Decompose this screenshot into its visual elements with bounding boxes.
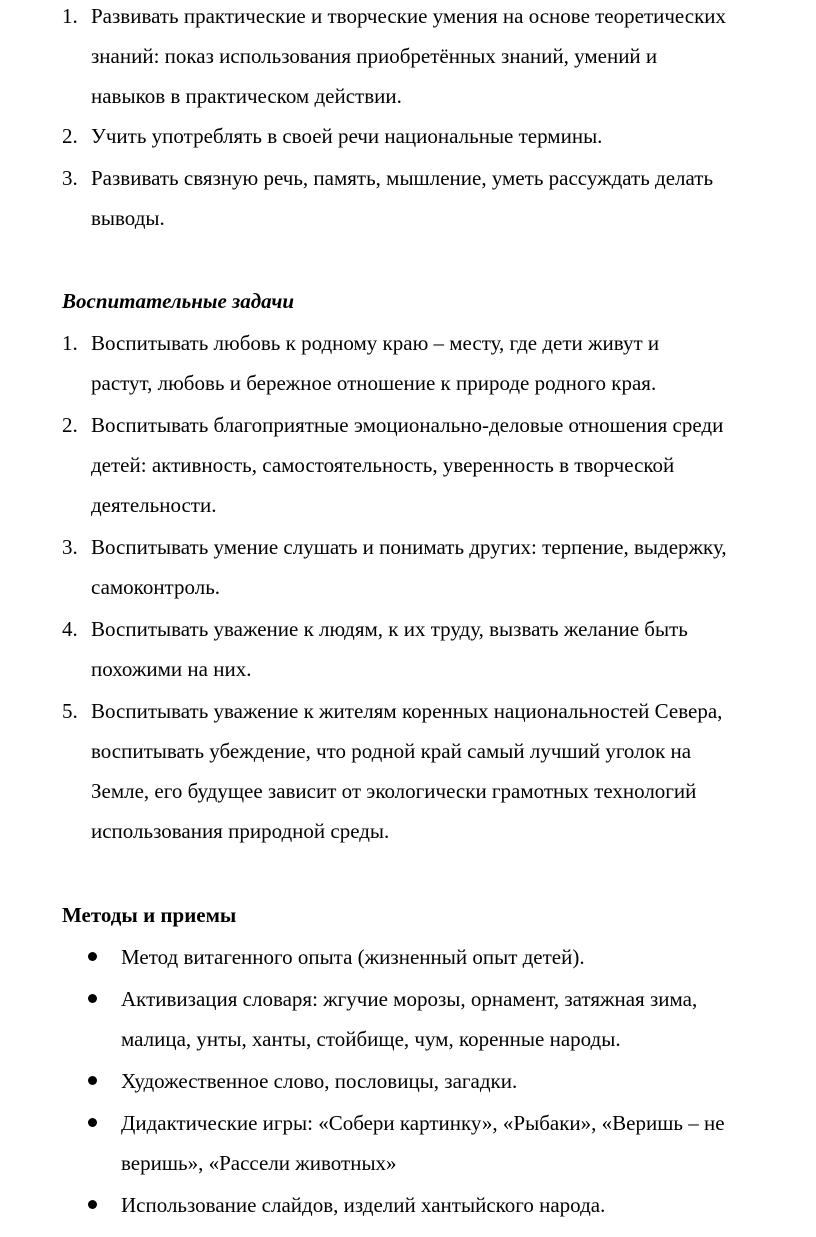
list-item-text: навыков в практическом действии. <box>91 84 402 108</box>
list-number: 1. <box>62 4 78 28</box>
list-item-text: Развивать практические и творческие умения на основе теоретических <box>91 4 727 28</box>
list-item-text: Развивать связную речь, память, мышление, уметь рассуждать делать <box>91 166 714 190</box>
list-item-text: растут, любовь и бережное отношение к природе родного края. <box>91 371 657 395</box>
list-item-text: Земле, его будущее зависит от экологически грамотных технологий <box>91 779 697 803</box>
bullet-icon <box>88 952 97 961</box>
bullet-item-text: малица, унты, ханты, стойбище, чум, коренные народы. <box>121 1027 621 1051</box>
list-item-text: Воспитывать любовь к родному краю – месту, где дети живут и <box>91 331 660 355</box>
list-item-text: похожими на них. <box>91 657 252 681</box>
section-heading-methods: Методы и приемы <box>62 903 237 927</box>
bullet-icon <box>88 1118 97 1127</box>
list-item-text: воспитывать убеждение, что родной край самый лучший уголок на <box>91 739 692 763</box>
bullet-item-text: Дидактические игры: «Собери картинку», «Рыбаки», «Веришь – не <box>121 1111 725 1135</box>
list-item-text: Воспитывать уважение к жителям коренных национальностей Севера, <box>91 699 723 723</box>
list-item-text: использования природной среды. <box>91 819 390 843</box>
list-number: 2. <box>62 124 78 148</box>
bullet-item-text: Активизация словаря: жгучие морозы, орнамент, затяжная зима, <box>121 987 698 1011</box>
list-item-text: Воспитывать благоприятные эмоционально-деловые отношения среди <box>91 413 724 437</box>
list-number: 4. <box>62 617 78 641</box>
list-item-text: Воспитывать уважение к людям, к их труду, вызвать желание быть <box>91 617 688 641</box>
list-item-text: знаний: показ использования приобретённых знаний, умений и <box>91 44 658 68</box>
list-number: 2. <box>62 413 78 437</box>
list-item-text: Воспитывать умение слушать и понимать других: терпение, выдержку, <box>91 535 727 559</box>
list-number: 3. <box>62 166 78 190</box>
list-item-text: самоконтроль. <box>91 575 221 599</box>
bullet-icon <box>88 1200 97 1209</box>
list-item-text: выводы. <box>91 206 165 230</box>
list-item-text: деятельности. <box>91 493 217 517</box>
bullet-item-text: Метод витагенного опыта (жизненный опыт детей). <box>121 945 585 969</box>
bullet-item-text: веришь», «Рассели животных» <box>121 1151 397 1175</box>
list-item-text: Учить употреблять в своей речи национальные термины. <box>91 124 603 148</box>
list-number: 3. <box>62 535 78 559</box>
list-number: 1. <box>62 331 78 355</box>
section-heading-educational: Воспитательные задачи <box>62 289 295 313</box>
bullet-icon <box>88 994 97 1003</box>
bullet-icon <box>88 1076 97 1085</box>
list-item-text: детей: активность, самостоятельность, уверенность в творческой <box>91 453 675 477</box>
list-number: 5. <box>62 699 78 723</box>
bullet-item-text: Использование слайдов, изделий хантыйского народа. <box>121 1193 606 1217</box>
bullet-item-text: Художественное слово, пословицы, загадки. <box>121 1069 518 1093</box>
